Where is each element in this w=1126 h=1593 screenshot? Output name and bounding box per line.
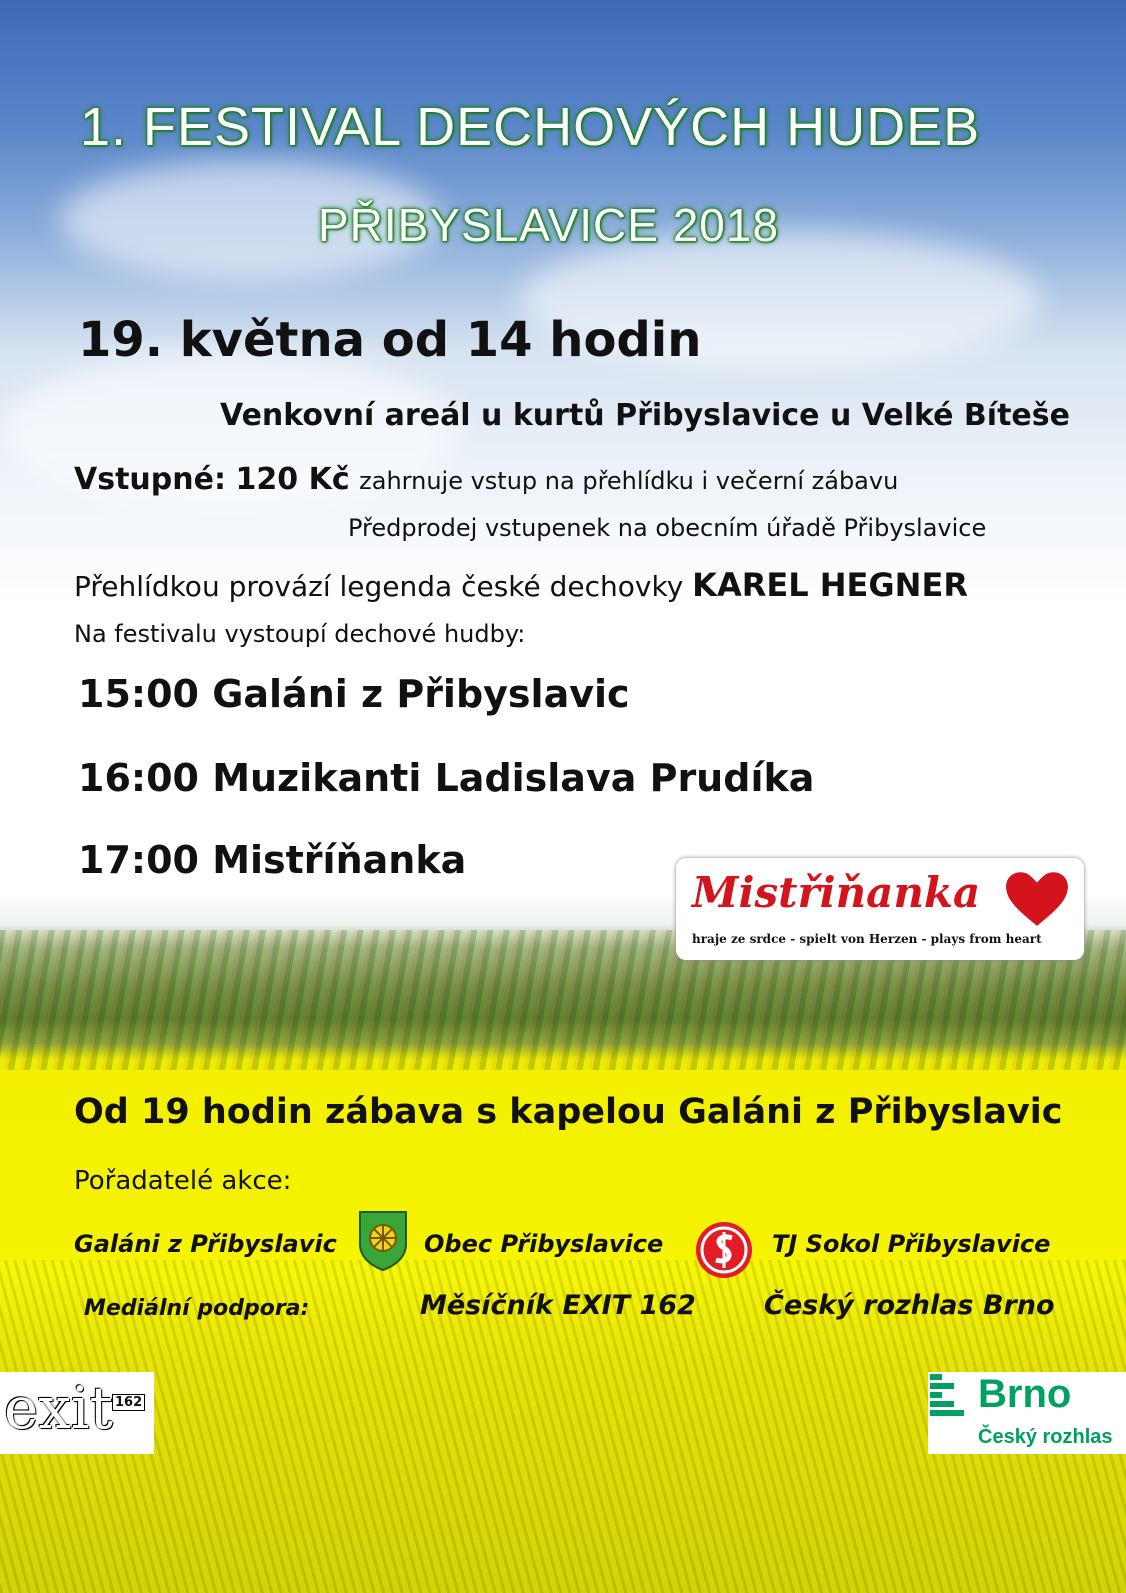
mistrinanka-slogan: hraje ze srdce - spielt von Herzen - plays from heart bbox=[692, 932, 1042, 946]
organizer-sokol: TJ Sokol Přibyslavice bbox=[772, 1230, 1051, 1258]
organizer-obec: Obec Přibyslavice bbox=[424, 1230, 664, 1258]
mistrinanka-logo-name: Mistřiňanka bbox=[692, 868, 981, 917]
exit-logo-text: exit bbox=[4, 1374, 113, 1442]
media-rozhlas: Český rozhlas Brno bbox=[764, 1290, 1055, 1321]
host-line bbox=[74, 566, 968, 604]
festival-title: 1. FESTIVAL DECHOVÝCH HUDEB bbox=[80, 97, 981, 157]
exit-logo-number: 162 bbox=[112, 1394, 145, 1411]
exit-logo bbox=[0, 1372, 154, 1454]
venue: Venkovní areál u kurtů Přibyslavice u Velké Bíteše bbox=[220, 398, 1070, 433]
host-intro: Přehlídkou provází legenda české dechovky bbox=[74, 570, 684, 603]
festival-date: 19. května od 14 hodin bbox=[78, 312, 702, 368]
lineup-item: 16:00 Muzikanti Ladislava Prudíka bbox=[78, 756, 815, 800]
cesky-rozhlas-brno-logo bbox=[928, 1372, 1126, 1454]
rozhlas-logo-text: Český rozhlas bbox=[978, 1426, 1113, 1448]
entry-note: zahrnuje vstup na přehlídku i večerní zábavu bbox=[359, 467, 899, 495]
presale-info: Předprodej vstupenek na obecním úřadě Přibyslavice bbox=[348, 514, 987, 542]
host-name: KAREL HEGNER bbox=[692, 566, 968, 604]
organizer-galani: Galáni z Přibyslavic bbox=[74, 1230, 337, 1258]
organizers-label: Pořadatelé akce: bbox=[74, 1166, 292, 1196]
lineup-item: 17:00 Mistříňanka bbox=[78, 838, 467, 882]
lineup-item: 15:00 Galáni z Přibyslavic bbox=[78, 672, 630, 716]
evening-program: Od 19 hodin zábava s kapelou Galáni z Přibyslavic bbox=[74, 1092, 1063, 1132]
rozhlas-icon bbox=[930, 1374, 970, 1418]
media-label: Mediální podpora: bbox=[84, 1296, 310, 1321]
festival-subtitle: PŘIBYSLAVICE 2018 bbox=[318, 199, 780, 251]
entry-label: Vstupné: bbox=[74, 462, 226, 497]
sokol-logo-icon bbox=[694, 1220, 754, 1280]
village-coat-of-arms-icon bbox=[358, 1210, 408, 1272]
media-exit: Měsíčník EXIT 162 bbox=[420, 1290, 696, 1321]
lineup-intro: Na festivalu vystoupí dechové hudby: bbox=[74, 620, 526, 648]
mistrinanka-logo bbox=[676, 858, 1084, 960]
heart-icon bbox=[1004, 870, 1070, 928]
brno-logo-text: Brno bbox=[978, 1372, 1072, 1416]
entry-line bbox=[74, 462, 898, 497]
entry-price: 120 Kč bbox=[235, 462, 350, 497]
